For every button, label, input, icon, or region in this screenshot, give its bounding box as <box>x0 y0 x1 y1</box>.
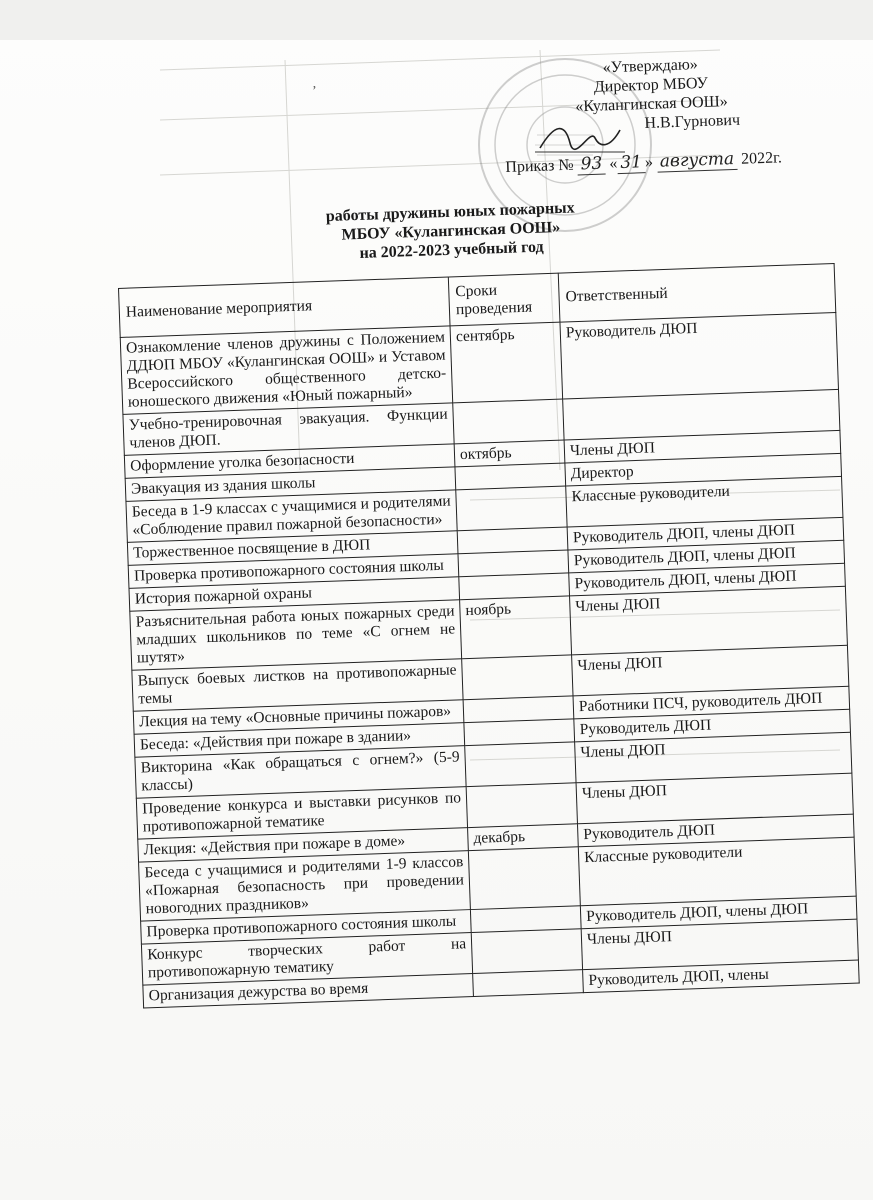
event-cell: Проверка противопожарного состояния школы <box>141 910 472 945</box>
term-cell <box>471 929 582 974</box>
stray-mark: ʼ <box>312 84 317 99</box>
responsible-cell: Руководитель ДЮП <box>560 312 839 399</box>
responsible-cell: Члены ДЮП <box>572 645 849 696</box>
responsible-cell: Члены ДЮП <box>576 773 853 824</box>
table-body <box>120 312 859 1008</box>
order-prefix: Приказ № <box>505 156 574 176</box>
order-month: августа <box>657 149 738 173</box>
responsible-cell: Работники ПСЧ, руководитель ДЮП <box>573 686 850 719</box>
event-cell: Эвакуация из здания школы <box>125 467 456 502</box>
term-cell <box>462 655 573 700</box>
responsible-cell: Руководитель ДЮП, члены ДЮП <box>569 563 846 596</box>
event-cell: Проведение конкурса и выставки рисунков по противопожарной тематике <box>136 787 467 839</box>
responsible-cell: Руководитель ДЮП <box>577 814 854 847</box>
order-year: 2022г. <box>740 149 783 168</box>
responsible-cell: Руководитель ДЮП, члены ДЮП <box>567 517 844 550</box>
event-cell: Лекция на тему «Основные причины пожаров» <box>133 700 464 735</box>
responsible-cell: Члены ДЮП <box>581 919 858 970</box>
approval-position: Директор МБОУ <box>593 74 709 96</box>
order-number: 93 <box>577 154 605 176</box>
event-cell: Беседа с учащимися и родителями 1-9 классов «Пожарная безопасность при проведении новогодних праздников» <box>139 851 471 921</box>
responsible-cell: Руководитель ДЮП <box>574 709 851 742</box>
responsible-cell: Директор <box>565 453 842 486</box>
term-cell <box>465 742 576 787</box>
responsible-cell: Члены ДЮП <box>570 586 848 655</box>
handwritten-signature <box>535 118 625 158</box>
title-line-2: МБОУ «Кулангинская ООШ» <box>341 218 561 244</box>
event-cell: Ознакомление членов дружины с Положением ДДЮП МБОУ «Кулангинская ООШ» и Уставом Всероссийского общественного детско-юношеского движения «Юный пожарный» <box>120 326 452 414</box>
event-cell: Торжественное посвящение в ДЮП <box>127 531 458 566</box>
responsible-cell: Руководитель ДЮП, члены ДЮП <box>580 896 857 929</box>
term-cell <box>468 847 580 910</box>
event-cell: История пожарной охраны <box>129 577 460 612</box>
title-line-1: работы дружины юных пожарных <box>325 199 575 226</box>
responsible-cell: Руководитель ДЮП, члены ДЮП <box>568 540 845 573</box>
event-cell: Беседа: «Действия при пожаре в здании» <box>134 723 465 758</box>
responsible-cell: Классные руководители <box>566 476 843 527</box>
term-cell <box>466 783 577 828</box>
responsible-cell: Руководитель ДЮП, члены <box>583 960 860 993</box>
term-cell: ноябрь <box>460 596 572 659</box>
document-title <box>300 198 602 265</box>
approval-signatory: Н.В.Гурнович <box>644 111 741 132</box>
event-cell: Выпуск боевых листков на противопожарные темы <box>132 659 463 711</box>
order-day: 31 <box>617 152 645 174</box>
scan-top-edge <box>0 0 873 40</box>
responsible-cell: Классные руководители <box>578 837 856 906</box>
plan-table-wrapper <box>118 263 859 1009</box>
event-cell: Проверка противопожарного состояния школы <box>128 554 459 589</box>
responsible-cell: Члены ДЮП <box>575 732 852 783</box>
title-line-3: на 2022-2023 учебный год <box>359 238 544 262</box>
term-cell: сентябрь <box>450 322 563 403</box>
header-event: Наименование мероприятия <box>119 277 451 337</box>
event-cell: Оформление уголка безопасности <box>124 444 455 479</box>
term-cell <box>473 970 584 997</box>
event-cell: Конкурс творческих работ на противопожарную тематику <box>141 933 472 985</box>
event-cell: Организация дежурства во время <box>143 974 474 1009</box>
plan-table <box>118 263 860 1009</box>
approval-school: «Кулангинская ООШ» <box>575 93 729 116</box>
order-day-close: » <box>644 153 654 172</box>
term-cell <box>453 399 564 444</box>
term-cell: декабрь <box>468 824 579 851</box>
event-cell: Викторина «Как обращаться с огнем?» (5-9 классы) <box>135 746 466 798</box>
event-cell: Разъяснительная работа юных пожарных среди младших школьников по теме «С огнем не шутят» <box>130 600 462 670</box>
order-day-open: « <box>608 155 618 173</box>
header-term: Сроки проведения <box>448 273 560 326</box>
responsible-cell: Члены ДЮП <box>564 430 841 463</box>
approval-word: «Утверждаю» <box>602 56 699 77</box>
term-cell <box>456 486 567 531</box>
header-responsible: Ответственный <box>558 263 836 322</box>
term-cell: октябрь <box>454 440 565 467</box>
event-cell: Лекция: «Действия при пожаре в доме» <box>138 828 469 863</box>
event-cell: Учебно-тренировочная эвакуация. Функции членов ДЮП. <box>123 403 454 455</box>
event-cell: Беседа в 1-9 классах с учащимися и родителями «Соблюдение правил пожарной безопасности» <box>126 490 457 542</box>
